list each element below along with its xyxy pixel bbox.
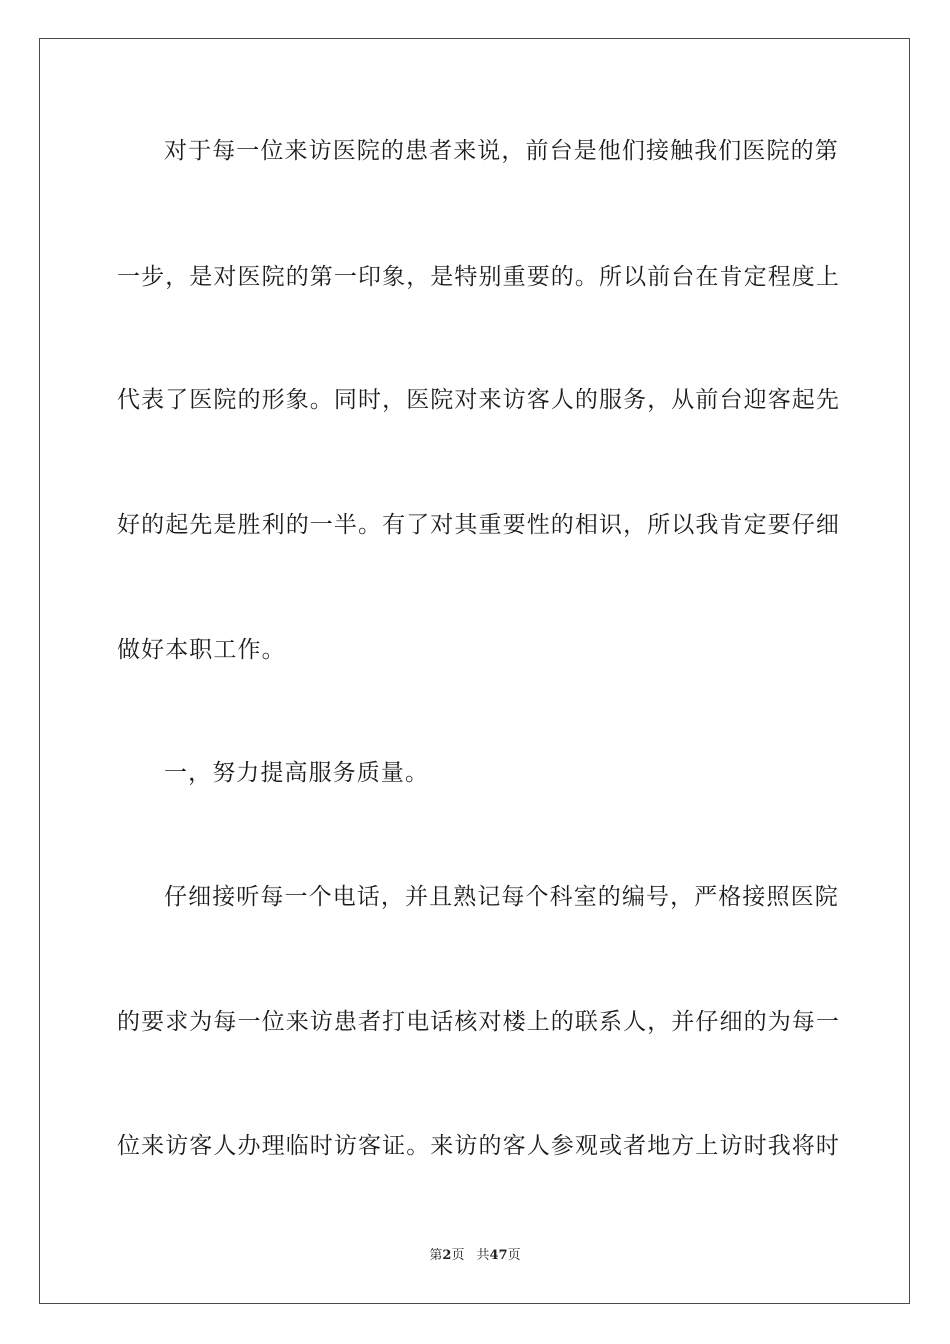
- paragraph-1-line-4: 好的起先是胜利的一半。有了对其重要性的相识，所以我肯定要仔细: [117, 512, 840, 538]
- page-footer: [0, 1247, 950, 1265]
- page-frame: [39, 38, 910, 1304]
- paragraph-2-line-2: 的要求为每一位来访患者打电话核对楼上的联系人，并仔细的为每一: [117, 1009, 840, 1035]
- paragraph-1-line-2: 一步，是对医院的第一印象，是特别重要的。所以前台在肯定程度上: [117, 264, 840, 290]
- paragraph-1-line-3: 代表了医院的形象。同时，医院对来访客人的服务，从前台迎客起先: [117, 387, 840, 413]
- page-prefix: 第: [429, 1248, 443, 1263]
- page-number: 2: [442, 1248, 452, 1263]
- paragraph-1-line-1: 对于每一位来访医院的患者来说，前台是他们接触我们医院的第: [164, 138, 839, 164]
- total-pages: 47: [489, 1248, 508, 1263]
- paragraph-1-line-5: 做好本职工作。: [117, 637, 286, 663]
- paragraph-2-line-1: 仔细接听每一个电话，并且熟记每个科室的编号，严格接照医院: [164, 884, 839, 910]
- total-prefix: 共: [476, 1248, 490, 1263]
- page-suffix: 页: [451, 1248, 465, 1263]
- section-heading: 一，努力提高服务质量。: [164, 760, 430, 786]
- paragraph-2-line-3: 位来访客人办理临时访客证。来访的客人参观或者地方上访时我将时: [117, 1133, 840, 1159]
- total-suffix: 页: [507, 1248, 521, 1263]
